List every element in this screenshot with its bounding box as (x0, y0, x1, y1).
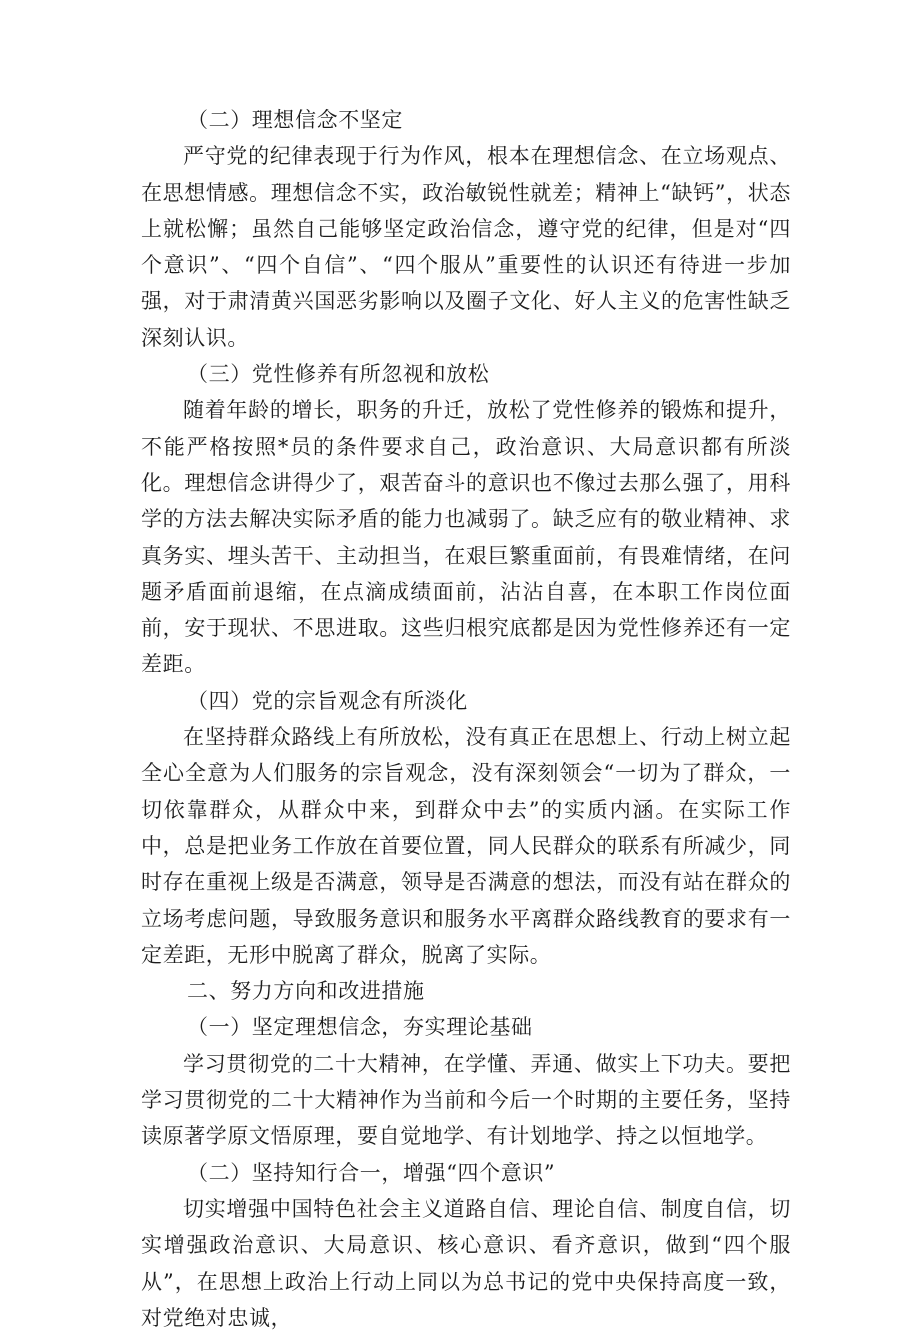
section-paragraph-3: 随着年龄的增长，职务的升迁，放松了党性修养的锻炼和提升，不能严格按照*员的条件要求自己，政治意识、大局意识都有所淡化。理想信念讲得少了，艰苦奋斗的意识也不像过去那么强了，用科学的方法去解决实际矛盾的能力也减弱了。缺乏应有的敬业精神、求真务实、埋头苦干、主动担当，在艰巨繁重面前，有畏难情绪，在问题矛盾面前退缩，在点滴成绩面前，沾沾自喜，在本职工作岗位面前，安于现状、不思进取。这些归根究底都是因为党性修养还有一定差距。 (141, 398, 791, 677)
measure-heading-1: （一）坚定理想信念，夯实理论基础 (187, 1015, 533, 1040)
section-heading-2: （二）理想信念不坚定 (187, 108, 403, 132)
part-two-title: 二、努力方向和改进措施 (187, 979, 425, 1004)
measure-paragraph-2: 切实增强中国特色社会主义道路自信、理论自信、制度自信，切实增强政治意识、大局意识、核心意识、看齐意识，做到“四个服从”，在思想上政治上行动上同以为总书记的党中央保持高度一致，对党绝对忠诚， (141, 1196, 791, 1330)
section-paragraph-4: 在坚持群众路线上有所放松，没有真正在思想上、行动上树立起全心全意为人们服务的宗旨观念，没有深刻领会“一切为了群众，一切依靠群众，从群众中来，到群众中去”的实质内涵。在实际工作中，总是把业务工作放在首要位置，同人民群众的联系有所减少，同时存在重视上级是否满意，领导是否满意的想法，而没有站在群众的立场考虑问题，导致服务意识和服务水平离群众路线教育的要求有一定差距，无形中脱离了群众，脱离了实际。 (141, 725, 791, 967)
section-paragraph-2: 严守党的纪律表现于行为作风，根本在理想信念、在立场观点、在思想情感。理想信念不实，政治敏锐性就差；精神上“缺钙”，状态上就松懈；虽然自己能够坚定政治信念，遵守党的纪律，但是对“四个意识”、“四个自信”、“四个服从”重要性的认识还有待进一步加强，对于肃清黄兴国恶劣影响以及圈子文化、好人主义的危害性缺乏深刻认识。 (141, 144, 791, 350)
document-body (141, 102, 791, 1336)
section-heading-4: （四）党的宗旨观念有所淡化 (187, 688, 468, 713)
measure-heading-2: （二）坚持知行合一，增强“四个意识” (187, 1160, 556, 1185)
section-heading-3: （三）党性修养有所忽视和放松 (187, 362, 490, 387)
measure-paragraph-1: 学习贯彻党的二十大精神，在学懂、弄通、做实上下功夫。要把学习贯彻党的二十大精神作为当前和今后一个时期的主要任务，坚持读原著学原文悟原理，要自觉地学、有计划地学、持之以恒地学。 (141, 1051, 791, 1149)
